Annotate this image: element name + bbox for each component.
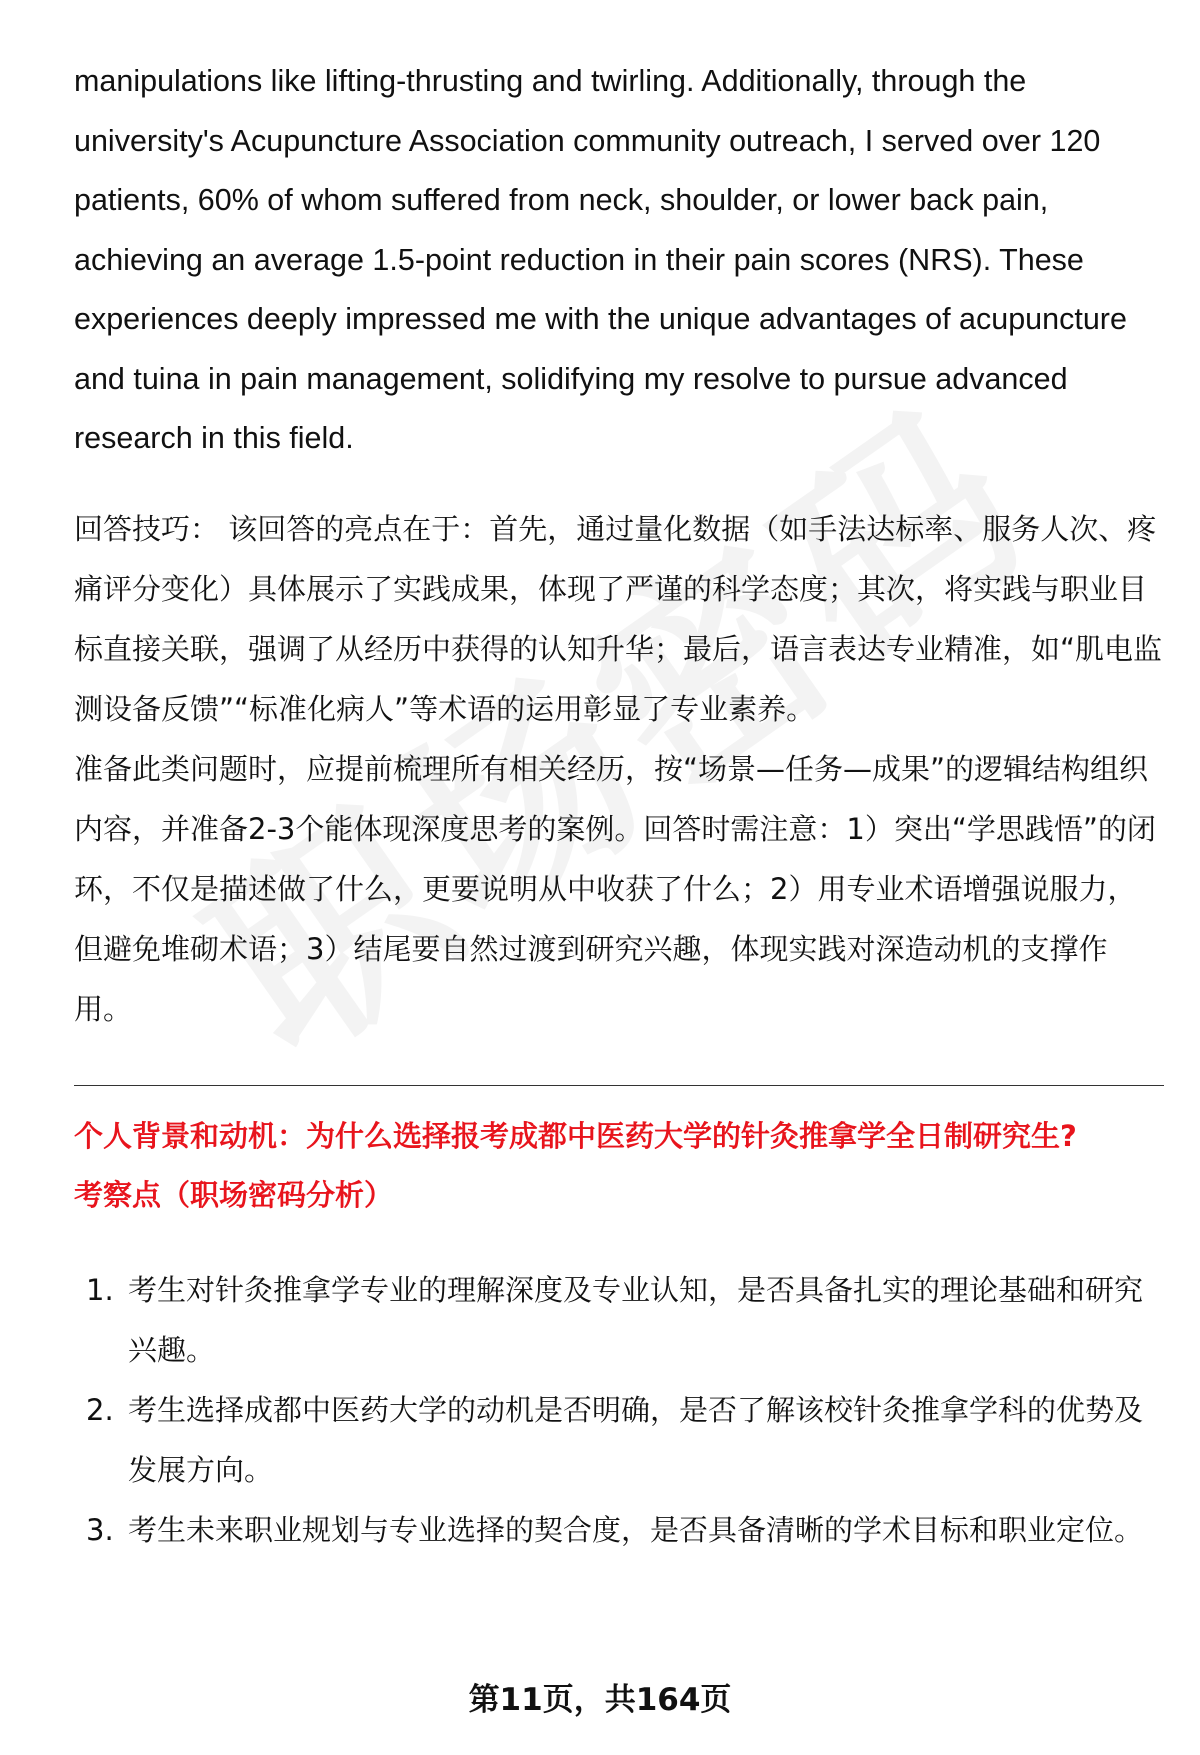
list-item-number: 3. bbox=[86, 1513, 114, 1547]
list-item-text: 考生选择成都中医药大学的动机是否明确，是否了解该校针灸推拿学科的优势及发展方向。 bbox=[128, 1393, 1144, 1487]
assessment-points-list bbox=[74, 1260, 1164, 1560]
assessment-subheading: 考察点（职场密码分析） bbox=[74, 1178, 394, 1212]
list-item bbox=[74, 1380, 1164, 1500]
list-item-number: 2. bbox=[86, 1393, 114, 1427]
list-item bbox=[74, 1260, 1164, 1380]
answer-tip-paragraph: 回答技巧： 该回答的亮点在于：首先，通过量化数据（如手法达标率、服务人次、疼痛评分变化）具体展示了实践成果，体现了严谨的科学态度；其次，将实践与职业目标直接关联，强调了从经历中获得的认知升华；最后，语言表达专业精准，如“肌电监测设备反馈”“标准化病人”等术语的运用彰显了专业素养。 bbox=[74, 511, 1163, 726]
list-item-number: 1. bbox=[86, 1273, 114, 1307]
list-item bbox=[74, 1500, 1164, 1560]
list-item-text: 考生对针灸推拿学专业的理解深度及专业认知，是否具备扎实的理论基础和研究兴趣。 bbox=[128, 1273, 1144, 1367]
list-item-text: 考生未来职业规划与专业选择的契合度，是否具备清晰的学术目标和职业定位。 bbox=[128, 1513, 1144, 1547]
question-heading: 个人背景和动机：为什么选择报考成都中医药大学的针灸推拿学全日制研究生? bbox=[74, 1119, 1077, 1153]
page-number: 第11页，共164页 bbox=[468, 1682, 732, 1718]
main-content bbox=[74, 52, 1164, 1039]
preparation-paragraph: 准备此类问题时，应提前梳理所有相关经历，按“场景—任务—成果”的逻辑结构组织内容，并准备2-3个能体现深度思考的案例。回答时需注意：1）突出“学思践悟”的闭环，不仅是描述做了什么，更要说明从中收获了什么；2）用专业术语增强说服力，但避免堆砌术语；3）结尾要自然过渡到研究兴趣，体现实践对深造动机的支撑作用。 bbox=[74, 751, 1156, 1026]
english-paragraph: manipulations like lifting-thrusting and twirling. Additionally, through the university's Acupuncture Association community outreach, I served over 120 patients, 60% of whom suffered from neck, shoulder, or lower back pain, achieving an average 1.5-point reduction in their pain scores (NRS). These experiences deeply impressed me with the unique advantages of acupuncture and tuina in pain management, solidifying my resolve to pursue advanced research in this field. bbox=[74, 64, 1127, 455]
section-divider bbox=[74, 1085, 1164, 1086]
